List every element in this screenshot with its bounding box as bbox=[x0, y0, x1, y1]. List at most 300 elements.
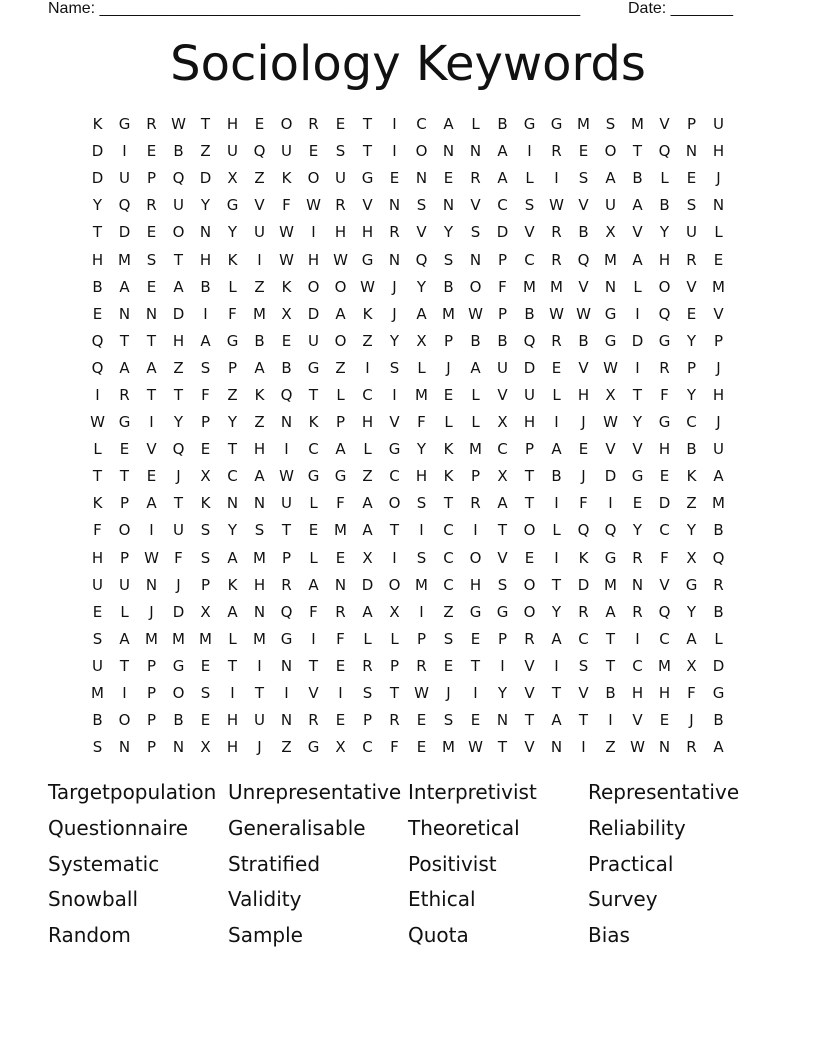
grid-cell[interactable]: H bbox=[91, 548, 104, 567]
grid-cell[interactable]: M bbox=[550, 277, 563, 296]
grid-cell[interactable]: B bbox=[92, 711, 103, 730]
grid-cell[interactable]: U bbox=[281, 142, 292, 161]
grid-cell[interactable]: N bbox=[685, 142, 698, 161]
grid-cell[interactable]: A bbox=[713, 467, 724, 486]
grid-cell[interactable]: Q bbox=[712, 548, 725, 567]
grid-cell[interactable]: R bbox=[146, 196, 157, 215]
grid-cell[interactable]: K bbox=[227, 575, 238, 594]
grid-cell[interactable]: E bbox=[416, 711, 427, 730]
grid-cell[interactable]: P bbox=[335, 413, 346, 432]
grid-cell[interactable]: F bbox=[687, 684, 696, 703]
grid-cell[interactable]: B bbox=[578, 331, 589, 350]
grid-cell[interactable]: Y bbox=[200, 196, 211, 215]
grid-cell[interactable]: T bbox=[389, 684, 400, 703]
grid-cell[interactable]: O bbox=[334, 331, 347, 350]
grid-cell[interactable]: Z bbox=[227, 385, 238, 404]
grid-cell[interactable]: V bbox=[578, 358, 589, 377]
grid-cell[interactable]: I bbox=[500, 656, 505, 675]
grid-cell[interactable]: I bbox=[257, 250, 262, 269]
grid-cell[interactable]: R bbox=[524, 629, 535, 648]
grid-cell[interactable]: P bbox=[686, 358, 697, 377]
grid-cell[interactable]: R bbox=[686, 250, 697, 269]
grid-cell[interactable]: B bbox=[92, 277, 103, 296]
grid-cell[interactable]: N bbox=[712, 196, 725, 215]
grid-cell[interactable]: G bbox=[604, 548, 617, 567]
grid-cell[interactable]: V bbox=[497, 548, 508, 567]
grid-cell[interactable]: A bbox=[227, 548, 238, 567]
grid-cell[interactable]: L bbox=[444, 413, 453, 432]
grid-cell[interactable]: E bbox=[632, 494, 643, 513]
grid-cell[interactable]: M bbox=[469, 440, 482, 459]
grid-cell[interactable]: U bbox=[308, 331, 319, 350]
grid-cell[interactable]: S bbox=[578, 169, 589, 188]
grid-cell[interactable]: T bbox=[362, 142, 373, 161]
grid-cell[interactable]: Z bbox=[281, 738, 292, 757]
grid-cell[interactable]: D bbox=[361, 575, 374, 594]
grid-cell[interactable]: X bbox=[497, 467, 508, 486]
grid-cell[interactable]: V bbox=[308, 684, 319, 703]
grid-cell[interactable]: X bbox=[416, 331, 427, 350]
grid-cell[interactable]: N bbox=[604, 277, 617, 296]
grid-cell[interactable]: E bbox=[92, 304, 103, 323]
grid-cell[interactable]: E bbox=[686, 169, 697, 188]
grid-cell[interactable]: S bbox=[416, 494, 427, 513]
grid-cell[interactable]: H bbox=[361, 413, 374, 432]
grid-cell[interactable]: G bbox=[685, 575, 698, 594]
grid-cell[interactable]: R bbox=[659, 358, 670, 377]
grid-cell[interactable]: H bbox=[253, 575, 266, 594]
grid-cell[interactable]: N bbox=[388, 250, 401, 269]
grid-cell[interactable]: Y bbox=[416, 277, 427, 296]
grid-cell[interactable]: V bbox=[578, 684, 589, 703]
grid-cell[interactable]: R bbox=[308, 115, 319, 134]
grid-cell[interactable]: E bbox=[335, 115, 346, 134]
grid-cell[interactable]: S bbox=[686, 196, 697, 215]
grid-cell[interactable]: M bbox=[631, 115, 644, 134]
grid-cell[interactable]: S bbox=[200, 521, 211, 540]
grid-cell[interactable]: C bbox=[578, 629, 589, 648]
grid-cell[interactable]: I bbox=[311, 223, 316, 242]
grid-cell[interactable]: A bbox=[362, 521, 373, 540]
grid-cell[interactable]: A bbox=[686, 629, 697, 648]
grid-cell[interactable]: W bbox=[279, 250, 294, 269]
grid-cell[interactable]: U bbox=[92, 656, 103, 675]
grid-cell[interactable]: O bbox=[334, 277, 347, 296]
grid-cell[interactable]: B bbox=[443, 277, 454, 296]
grid-cell[interactable]: T bbox=[200, 115, 211, 134]
grid-cell[interactable]: P bbox=[713, 331, 724, 350]
grid-cell[interactable]: O bbox=[523, 602, 536, 621]
grid-cell[interactable]: P bbox=[497, 304, 508, 323]
grid-cell[interactable]: R bbox=[389, 223, 400, 242]
grid-cell[interactable]: J bbox=[392, 304, 397, 323]
grid-cell[interactable]: S bbox=[254, 521, 265, 540]
grid-cell[interactable]: M bbox=[199, 629, 212, 648]
grid-cell[interactable]: S bbox=[578, 656, 589, 675]
grid-cell[interactable]: B bbox=[632, 169, 643, 188]
grid-cell[interactable]: T bbox=[605, 656, 616, 675]
grid-cell[interactable]: T bbox=[551, 684, 562, 703]
grid-cell[interactable]: N bbox=[496, 711, 509, 730]
grid-cell[interactable]: N bbox=[280, 656, 293, 675]
grid-cell[interactable]: L bbox=[228, 277, 237, 296]
grid-cell[interactable]: I bbox=[392, 115, 397, 134]
grid-cell[interactable]: E bbox=[308, 142, 319, 161]
grid-cell[interactable]: H bbox=[226, 711, 239, 730]
grid-cell[interactable]: V bbox=[470, 196, 481, 215]
grid-cell[interactable]: N bbox=[658, 738, 671, 757]
grid-cell[interactable]: V bbox=[578, 196, 589, 215]
grid-cell[interactable]: X bbox=[686, 656, 697, 675]
grid-cell[interactable]: C bbox=[632, 656, 643, 675]
grid-cell[interactable]: L bbox=[120, 602, 129, 621]
grid-cell[interactable]: M bbox=[415, 385, 428, 404]
grid-cell[interactable]: W bbox=[171, 115, 186, 134]
grid-cell[interactable]: R bbox=[416, 656, 427, 675]
grid-cell[interactable]: C bbox=[659, 629, 670, 648]
grid-cell[interactable]: E bbox=[389, 169, 400, 188]
grid-cell[interactable]: V bbox=[659, 115, 670, 134]
grid-cell[interactable]: X bbox=[335, 738, 346, 757]
grid-cell[interactable]: A bbox=[146, 358, 157, 377]
grid-cell[interactable]: B bbox=[605, 684, 616, 703]
grid-cell[interactable]: T bbox=[524, 494, 535, 513]
grid-cell[interactable]: J bbox=[446, 684, 451, 703]
grid-cell[interactable]: A bbox=[605, 169, 616, 188]
grid-cell[interactable]: D bbox=[604, 467, 617, 486]
grid-cell[interactable]: I bbox=[257, 656, 262, 675]
grid-cell[interactable]: R bbox=[308, 711, 319, 730]
grid-cell[interactable]: U bbox=[605, 196, 616, 215]
date-field[interactable]: Date: _______ bbox=[628, 0, 733, 17]
grid-cell[interactable]: U bbox=[281, 494, 292, 513]
grid-cell[interactable]: Q bbox=[577, 250, 590, 269]
grid-cell[interactable]: G bbox=[523, 115, 536, 134]
grid-cell[interactable]: T bbox=[281, 521, 292, 540]
grid-cell[interactable]: D bbox=[91, 169, 104, 188]
grid-cell[interactable]: M bbox=[442, 304, 455, 323]
grid-cell[interactable]: U bbox=[335, 169, 346, 188]
grid-cell[interactable]: T bbox=[308, 385, 319, 404]
grid-cell[interactable]: B bbox=[497, 331, 508, 350]
grid-cell[interactable]: I bbox=[149, 521, 154, 540]
grid-cell[interactable]: J bbox=[149, 602, 154, 621]
grid-cell[interactable]: G bbox=[307, 467, 320, 486]
grid-cell[interactable]: Z bbox=[254, 169, 265, 188]
grid-cell[interactable]: W bbox=[549, 196, 564, 215]
grid-cell[interactable]: G bbox=[361, 169, 374, 188]
grid-cell[interactable]: J bbox=[392, 277, 397, 296]
grid-cell[interactable]: T bbox=[497, 521, 508, 540]
grid-cell[interactable]: A bbox=[497, 142, 508, 161]
grid-cell[interactable]: V bbox=[632, 440, 643, 459]
grid-cell[interactable]: W bbox=[630, 738, 645, 757]
grid-cell[interactable]: G bbox=[226, 331, 239, 350]
grid-cell[interactable]: S bbox=[416, 548, 427, 567]
grid-cell[interactable]: Y bbox=[173, 413, 184, 432]
grid-cell[interactable]: P bbox=[200, 413, 211, 432]
grid-cell[interactable]: P bbox=[497, 250, 508, 269]
grid-cell[interactable]: X bbox=[389, 602, 400, 621]
grid-cell[interactable]: P bbox=[146, 684, 157, 703]
grid-cell[interactable]: N bbox=[145, 304, 158, 323]
grid-cell[interactable]: N bbox=[280, 413, 293, 432]
grid-cell[interactable]: I bbox=[230, 684, 235, 703]
grid-cell[interactable]: S bbox=[470, 223, 481, 242]
grid-cell[interactable]: E bbox=[578, 440, 589, 459]
grid-cell[interactable]: P bbox=[686, 115, 697, 134]
grid-cell[interactable]: H bbox=[469, 575, 482, 594]
grid-cell[interactable]: I bbox=[149, 413, 154, 432]
grid-cell[interactable]: I bbox=[554, 413, 559, 432]
grid-cell[interactable]: Y bbox=[227, 521, 238, 540]
grid-cell[interactable]: T bbox=[551, 575, 562, 594]
grid-cell[interactable]: E bbox=[92, 602, 103, 621]
grid-cell[interactable]: F bbox=[201, 385, 210, 404]
grid-cell[interactable]: P bbox=[146, 711, 157, 730]
grid-cell[interactable]: R bbox=[713, 575, 724, 594]
grid-cell[interactable]: T bbox=[308, 656, 319, 675]
grid-cell[interactable]: W bbox=[468, 738, 483, 757]
grid-cell[interactable]: Y bbox=[497, 684, 508, 703]
grid-cell[interactable]: O bbox=[469, 277, 482, 296]
grid-cell[interactable]: T bbox=[443, 494, 454, 513]
grid-cell[interactable]: E bbox=[659, 467, 670, 486]
grid-cell[interactable]: L bbox=[471, 385, 480, 404]
grid-cell[interactable]: Q bbox=[658, 304, 671, 323]
grid-cell[interactable]: X bbox=[497, 413, 508, 432]
grid-cell[interactable]: C bbox=[227, 467, 238, 486]
grid-cell[interactable]: Q bbox=[577, 521, 590, 540]
grid-cell[interactable]: P bbox=[416, 629, 427, 648]
grid-cell[interactable]: I bbox=[338, 684, 343, 703]
grid-cell[interactable]: A bbox=[551, 629, 562, 648]
grid-cell[interactable]: G bbox=[118, 115, 131, 134]
grid-cell[interactable]: M bbox=[415, 575, 428, 594]
grid-cell[interactable]: X bbox=[281, 304, 292, 323]
grid-cell[interactable]: J bbox=[716, 413, 721, 432]
grid-cell[interactable]: T bbox=[524, 467, 535, 486]
grid-cell[interactable]: L bbox=[363, 629, 372, 648]
grid-cell[interactable]: T bbox=[470, 656, 481, 675]
grid-cell[interactable]: V bbox=[605, 440, 616, 459]
grid-cell[interactable]: M bbox=[172, 629, 185, 648]
grid-cell[interactable]: O bbox=[280, 115, 293, 134]
grid-cell[interactable]: A bbox=[551, 440, 562, 459]
grid-cell[interactable]: R bbox=[551, 250, 562, 269]
grid-cell[interactable]: G bbox=[280, 629, 293, 648]
grid-cell[interactable]: W bbox=[603, 358, 618, 377]
grid-cell[interactable]: L bbox=[471, 413, 480, 432]
grid-cell[interactable]: H bbox=[172, 331, 185, 350]
grid-cell[interactable]: A bbox=[335, 440, 346, 459]
grid-cell[interactable]: M bbox=[253, 629, 266, 648]
grid-cell[interactable]: N bbox=[199, 223, 212, 242]
grid-cell[interactable]: Y bbox=[686, 521, 697, 540]
grid-cell[interactable]: W bbox=[279, 467, 294, 486]
grid-cell[interactable]: G bbox=[361, 250, 374, 269]
grid-cell[interactable]: N bbox=[631, 575, 644, 594]
grid-cell[interactable]: T bbox=[524, 711, 535, 730]
grid-cell[interactable]: U bbox=[713, 440, 724, 459]
grid-cell[interactable]: A bbox=[713, 738, 724, 757]
grid-cell[interactable]: J bbox=[446, 358, 451, 377]
grid-cell[interactable]: G bbox=[631, 467, 644, 486]
grid-cell[interactable]: C bbox=[524, 250, 535, 269]
grid-cell[interactable]: F bbox=[336, 494, 345, 513]
grid-cell[interactable]: Z bbox=[335, 358, 346, 377]
grid-cell[interactable]: O bbox=[172, 223, 185, 242]
grid-cell[interactable]: H bbox=[712, 385, 725, 404]
grid-cell[interactable]: N bbox=[469, 142, 482, 161]
grid-cell[interactable]: N bbox=[388, 196, 401, 215]
grid-cell[interactable]: E bbox=[146, 223, 157, 242]
grid-cell[interactable]: Z bbox=[443, 602, 454, 621]
grid-cell[interactable]: A bbox=[362, 602, 373, 621]
grid-cell[interactable]: I bbox=[419, 602, 424, 621]
grid-cell[interactable]: H bbox=[577, 385, 590, 404]
grid-cell[interactable]: V bbox=[146, 440, 157, 459]
grid-cell[interactable]: T bbox=[119, 331, 130, 350]
grid-cell[interactable]: G bbox=[604, 331, 617, 350]
grid-cell[interactable]: U bbox=[686, 223, 697, 242]
grid-cell[interactable]: Q bbox=[172, 440, 185, 459]
grid-cell[interactable]: L bbox=[714, 629, 723, 648]
grid-cell[interactable]: X bbox=[227, 169, 238, 188]
grid-cell[interactable]: F bbox=[282, 196, 291, 215]
grid-cell[interactable]: E bbox=[443, 385, 454, 404]
grid-cell[interactable]: C bbox=[443, 548, 454, 567]
grid-cell[interactable]: J bbox=[689, 711, 694, 730]
grid-cell[interactable]: U bbox=[173, 521, 184, 540]
grid-cell[interactable]: N bbox=[415, 169, 428, 188]
grid-cell[interactable]: U bbox=[119, 575, 130, 594]
grid-cell[interactable]: N bbox=[280, 711, 293, 730]
grid-cell[interactable]: Q bbox=[604, 521, 617, 540]
grid-cell[interactable]: B bbox=[713, 521, 724, 540]
grid-cell[interactable]: H bbox=[631, 684, 644, 703]
grid-cell[interactable]: Z bbox=[200, 142, 211, 161]
grid-cell[interactable]: Y bbox=[443, 223, 454, 242]
grid-cell[interactable]: Z bbox=[362, 467, 373, 486]
grid-cell[interactable]: I bbox=[392, 548, 397, 567]
grid-cell[interactable]: W bbox=[468, 304, 483, 323]
grid-cell[interactable]: E bbox=[713, 250, 724, 269]
grid-cell[interactable]: O bbox=[307, 277, 320, 296]
grid-cell[interactable]: P bbox=[281, 548, 292, 567]
grid-cell[interactable]: N bbox=[145, 575, 158, 594]
grid-cell[interactable]: I bbox=[554, 548, 559, 567]
grid-cell[interactable]: E bbox=[335, 711, 346, 730]
grid-cell[interactable]: L bbox=[363, 440, 372, 459]
grid-cell[interactable]: J bbox=[176, 575, 181, 594]
grid-cell[interactable]: M bbox=[91, 684, 104, 703]
grid-cell[interactable]: H bbox=[91, 250, 104, 269]
grid-cell[interactable]: E bbox=[200, 440, 211, 459]
grid-cell[interactable]: B bbox=[713, 602, 724, 621]
grid-cell[interactable]: T bbox=[146, 331, 157, 350]
grid-cell[interactable]: M bbox=[145, 629, 158, 648]
grid-cell[interactable]: K bbox=[686, 467, 697, 486]
grid-cell[interactable]: D bbox=[496, 223, 509, 242]
grid-cell[interactable]: B bbox=[659, 196, 670, 215]
grid-cell[interactable]: S bbox=[92, 629, 103, 648]
grid-cell[interactable]: Q bbox=[280, 602, 293, 621]
grid-cell[interactable]: E bbox=[443, 656, 454, 675]
grid-cell[interactable]: X bbox=[200, 467, 211, 486]
grid-cell[interactable]: K bbox=[281, 277, 292, 296]
grid-cell[interactable]: F bbox=[228, 304, 237, 323]
grid-cell[interactable]: V bbox=[254, 196, 265, 215]
grid-cell[interactable]: E bbox=[146, 467, 157, 486]
grid-cell[interactable]: Z bbox=[362, 331, 373, 350]
grid-cell[interactable]: V bbox=[497, 385, 508, 404]
grid-cell[interactable]: E bbox=[119, 440, 130, 459]
grid-cell[interactable]: E bbox=[416, 738, 427, 757]
grid-cell[interactable]: E bbox=[308, 521, 319, 540]
grid-cell[interactable]: R bbox=[578, 602, 589, 621]
grid-cell[interactable]: V bbox=[632, 711, 643, 730]
grid-cell[interactable]: Y bbox=[686, 602, 697, 621]
grid-cell[interactable]: N bbox=[442, 196, 455, 215]
grid-cell[interactable]: F bbox=[498, 277, 507, 296]
grid-cell[interactable]: P bbox=[146, 169, 157, 188]
grid-cell[interactable]: L bbox=[336, 385, 345, 404]
grid-cell[interactable]: S bbox=[200, 684, 211, 703]
grid-cell[interactable]: X bbox=[686, 548, 697, 567]
grid-cell[interactable]: W bbox=[333, 250, 348, 269]
grid-cell[interactable]: Y bbox=[686, 331, 697, 350]
grid-cell[interactable]: B bbox=[686, 440, 697, 459]
grid-cell[interactable]: I bbox=[122, 142, 127, 161]
grid-cell[interactable]: H bbox=[658, 250, 671, 269]
grid-cell[interactable]: A bbox=[119, 277, 130, 296]
grid-cell[interactable]: J bbox=[581, 467, 586, 486]
grid-cell[interactable]: G bbox=[307, 358, 320, 377]
grid-cell[interactable]: I bbox=[392, 142, 397, 161]
grid-cell[interactable]: C bbox=[659, 521, 670, 540]
grid-cell[interactable]: X bbox=[200, 602, 211, 621]
grid-cell[interactable]: L bbox=[309, 494, 318, 513]
grid-cell[interactable]: I bbox=[635, 358, 640, 377]
grid-cell[interactable]: D bbox=[631, 331, 644, 350]
grid-cell[interactable]: E bbox=[686, 304, 697, 323]
grid-cell[interactable]: S bbox=[200, 548, 211, 567]
grid-cell[interactable]: N bbox=[172, 738, 185, 757]
grid-cell[interactable]: Q bbox=[523, 331, 536, 350]
grid-cell[interactable]: H bbox=[307, 250, 320, 269]
grid-cell[interactable]: I bbox=[554, 494, 559, 513]
grid-cell[interactable]: M bbox=[523, 277, 536, 296]
grid-cell[interactable]: K bbox=[254, 385, 265, 404]
grid-cell[interactable]: T bbox=[227, 656, 238, 675]
grid-cell[interactable]: I bbox=[554, 656, 559, 675]
grid-cell[interactable]: C bbox=[443, 575, 454, 594]
grid-cell[interactable]: B bbox=[713, 711, 724, 730]
grid-cell[interactable]: U bbox=[119, 169, 130, 188]
grid-cell[interactable]: H bbox=[658, 440, 671, 459]
grid-cell[interactable]: F bbox=[660, 548, 669, 567]
grid-cell[interactable]: A bbox=[119, 358, 130, 377]
grid-cell[interactable]: L bbox=[633, 277, 642, 296]
grid-cell[interactable]: E bbox=[551, 358, 562, 377]
grid-cell[interactable]: G bbox=[550, 115, 563, 134]
grid-cell[interactable]: V bbox=[632, 223, 643, 242]
grid-cell[interactable]: M bbox=[253, 548, 266, 567]
grid-cell[interactable]: K bbox=[281, 169, 292, 188]
grid-cell[interactable]: L bbox=[93, 440, 102, 459]
grid-cell[interactable]: R bbox=[281, 575, 292, 594]
